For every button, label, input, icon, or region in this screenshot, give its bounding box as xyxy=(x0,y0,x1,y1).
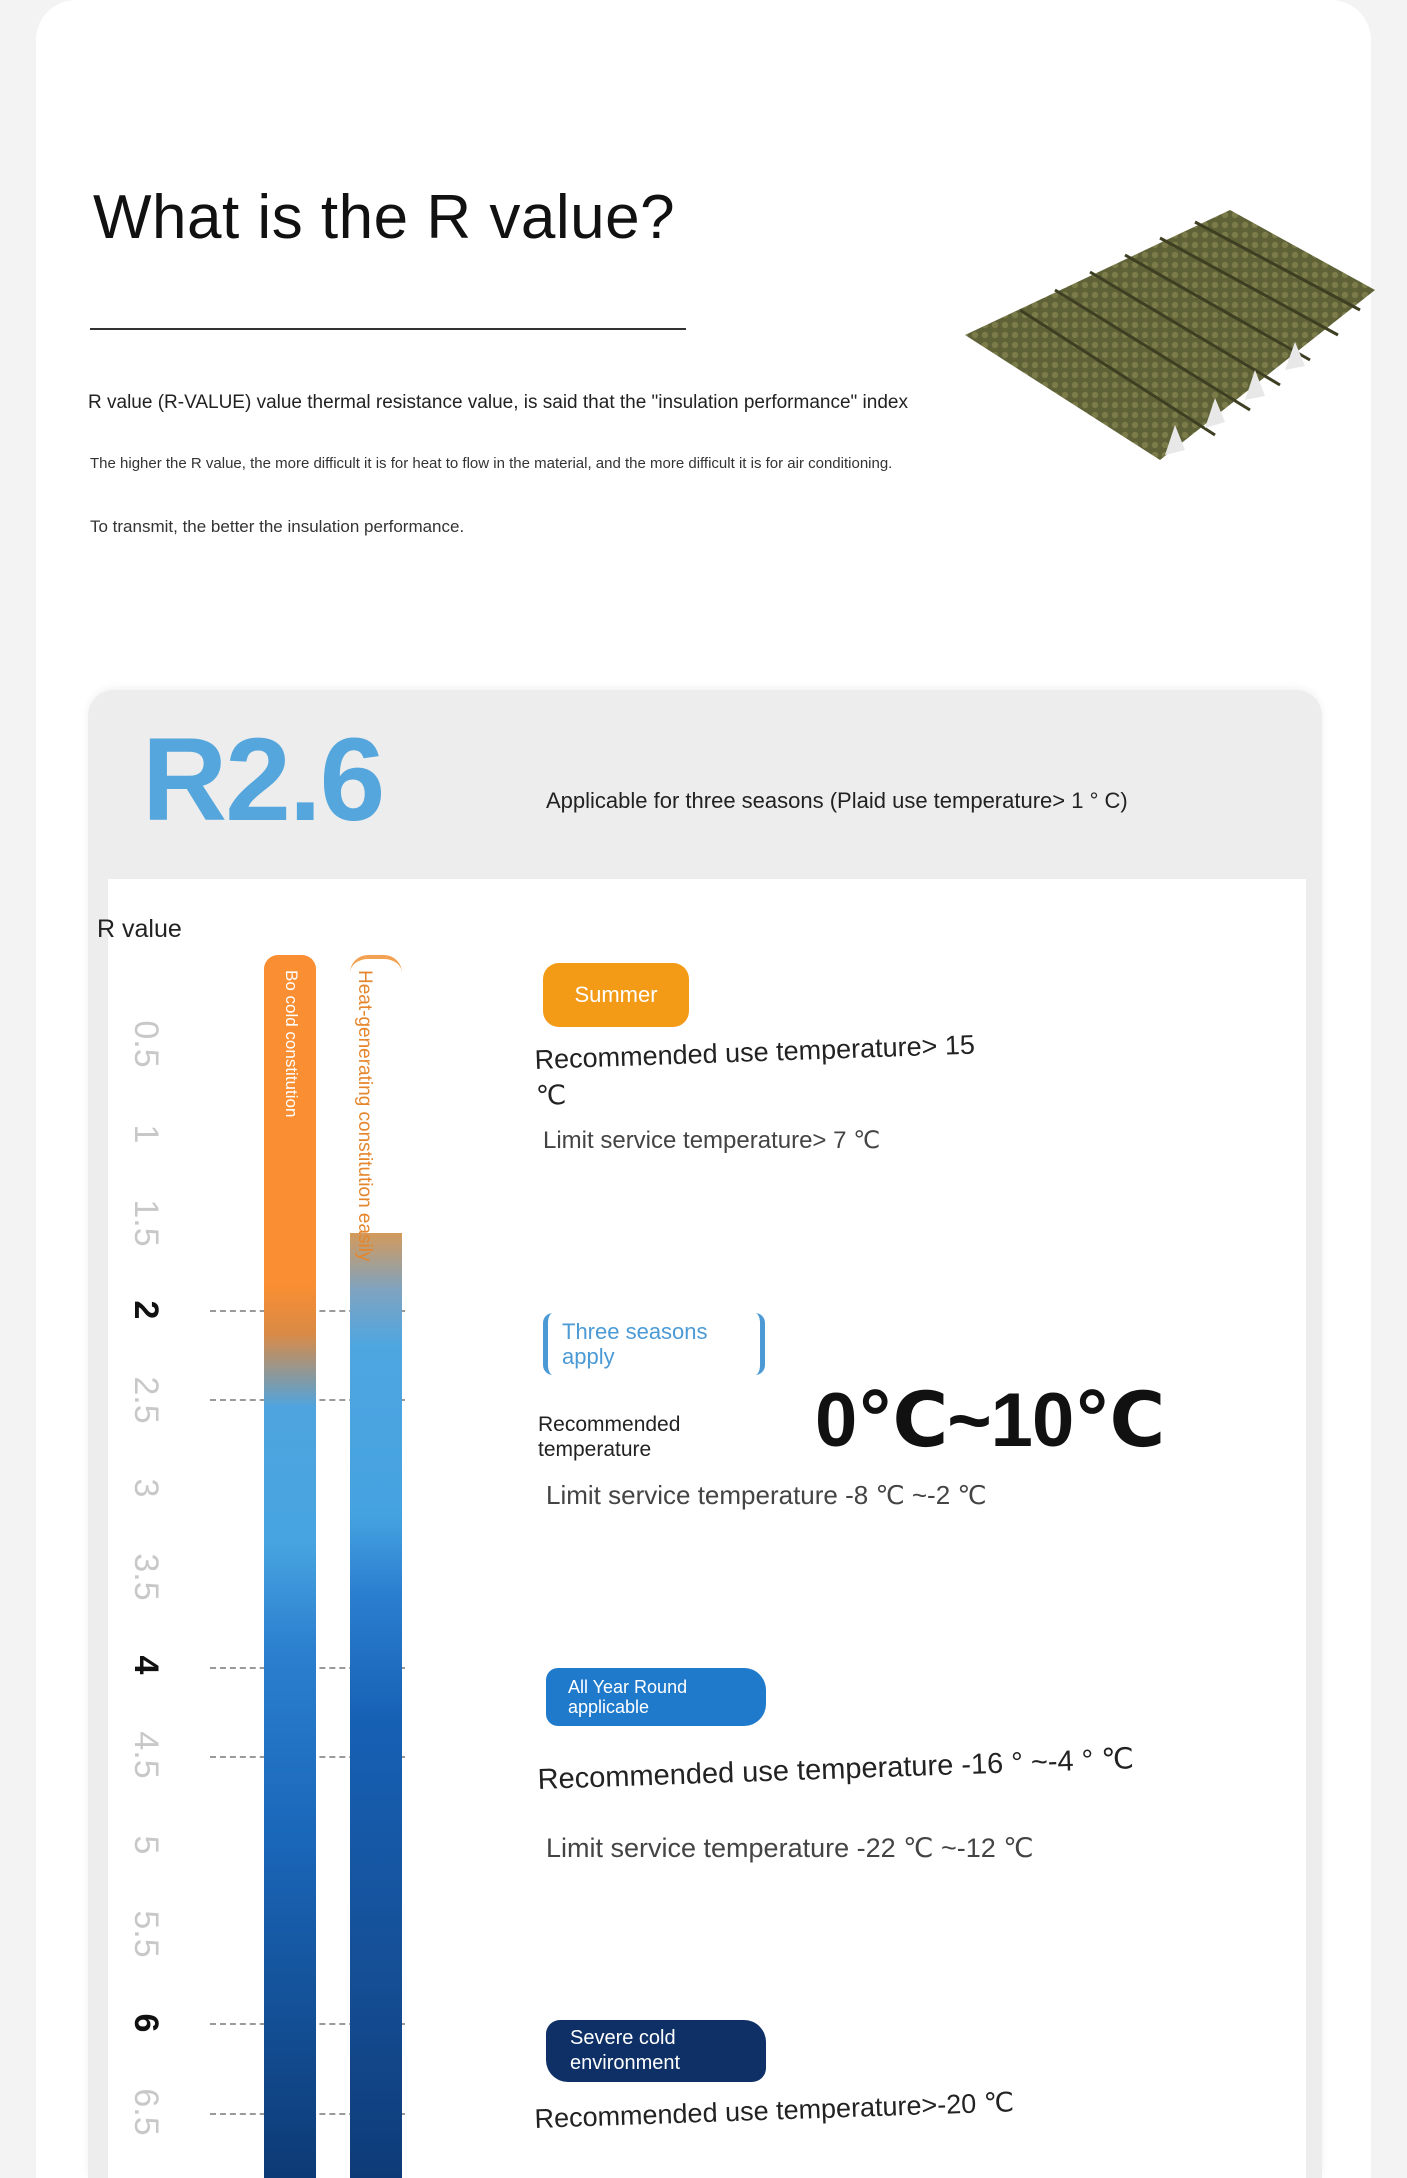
r-rating: R2.6 xyxy=(142,714,384,846)
three-seasons-limit: Limit service temperature -8 ℃ ~-2 ℃ xyxy=(546,1480,987,1510)
title-divider xyxy=(90,328,686,330)
scale-tick: 3.5 xyxy=(127,1553,166,1601)
scale-tick: 6 xyxy=(127,2013,166,2033)
cold-constitution-bar xyxy=(264,955,316,2178)
scale-tick: 5.5 xyxy=(127,1910,166,1958)
summer-recommended: Recommended use temperature> 15 ℃ xyxy=(534,1029,976,1111)
three-seasons-badge: Three seasons apply xyxy=(543,1313,765,1375)
scale-tick: 1.5 xyxy=(127,1199,166,1247)
scale-tick: 1 xyxy=(127,1124,166,1144)
page-title: What is the R value? xyxy=(93,183,676,252)
all-year-recommended: Recommended use temperature -16 ° ~-4 ° ℃ xyxy=(537,1743,1135,1796)
scale-tick: 6.5 xyxy=(127,2088,166,2136)
intro-line-3: To transmit, the better the insulation performance. xyxy=(90,517,465,536)
scale-tick: 2 xyxy=(127,1300,166,1320)
summer-badge: Summer xyxy=(543,963,689,1027)
summer-limit: Limit service temperature> 7 ℃ xyxy=(543,1127,881,1154)
scale-tick: 4 xyxy=(127,1655,166,1675)
intro-line-2: The higher the R value, the more difficult it is for heat to flow in the material, and the more difficult it is for air conditioning. xyxy=(90,455,893,472)
scale-tick: 5 xyxy=(127,1835,166,1855)
scale-tick: 4.5 xyxy=(127,1731,166,1779)
three-seasons-recommended-label: Recommended temperature xyxy=(538,1413,681,1461)
heat-constitution-label: Heat-generating constitution easily xyxy=(354,970,375,1262)
scale-tick: 2.5 xyxy=(127,1376,166,1424)
folded-mat-image xyxy=(960,200,1380,470)
applicability-text: Applicable for three seasons (Plaid use temperature> 1 ° C) xyxy=(546,788,1128,813)
all-year-badge: All Year Round applicable xyxy=(546,1668,766,1726)
scale-tick: 3 xyxy=(127,1478,166,1498)
severe-cold-recommended: Recommended use temperature>-20 ℃ xyxy=(534,2087,1015,2134)
heat-constitution-bar xyxy=(350,1233,402,2178)
cold-constitution-label: Bo cold constitution xyxy=(282,970,301,1118)
three-seasons-recommended-value: 0℃~10℃ xyxy=(815,1378,1165,1463)
intro-line-1: R value (R-VALUE) value thermal resistance value, is said that the "insulation performance" index xyxy=(88,392,908,413)
scale-tick: 0.5 xyxy=(127,1020,166,1068)
scale-label: R value xyxy=(97,915,182,943)
severe-cold-badge: Severe cold environment xyxy=(546,2020,766,2082)
all-year-limit: Limit service temperature -22 ℃ ~-12 ℃ xyxy=(546,1833,1034,1863)
